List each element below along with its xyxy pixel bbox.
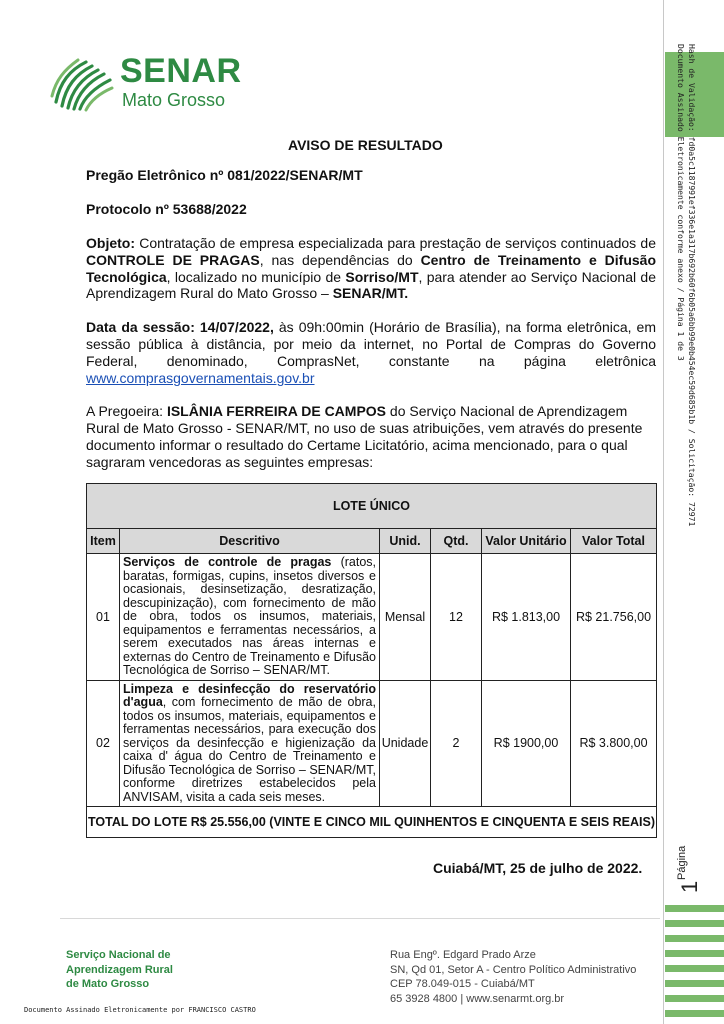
sessao-link-line <box>86 370 656 387</box>
table-row <box>87 554 657 681</box>
compras-link[interactable]: www.comprasgovernamentais.gov.br <box>86 370 315 386</box>
row-description-text: (ratos, baratas, formigas, cupins, insetos diversos e ocasionais, desinsetização, desratização, descupinização), com fornecimento de mão de obra, todos os insumos, materiais, equipamentos e ferramentas necessários, a serem executados nas áreas internas e externas do Centro de Treinamento e Difusão Tecnológica de Sorriso – SENAR/MT. <box>123 555 376 677</box>
row-unid: Mensal <box>380 554 431 681</box>
footer-address-line: CEP 78.049-015 - Cuiabá/MT <box>390 978 535 990</box>
row-valor-unitario: R$ 1.813,00 <box>482 554 571 681</box>
header-valor-unitario: Valor Unitário <box>482 529 571 554</box>
side-stripe <box>665 920 724 927</box>
table-row <box>87 680 657 807</box>
row-valor-total: R$ 3.800,00 <box>571 680 657 807</box>
header-qtd: Qtd. <box>431 529 482 554</box>
validation-hash: Hash de Validação: fd0a5c1187991ef336e1a317b692b60f6b05a6bb99e0b454ec59d685b1b / Solicitação: 72971 <box>687 44 697 527</box>
logo-subtitle: Mato Grosso <box>122 90 226 110</box>
page-label: Página <box>676 845 688 880</box>
objeto-highlight: CONTROLE DE PRAGAS <box>86 251 260 268</box>
pregao-number: Pregão Eletrônico nº 081/2022/SENAR/MT <box>86 167 363 183</box>
pregoeira-name: ISLÂNIA FERREIRA DE CAMPOS <box>166 403 387 419</box>
sessao-paragraph <box>86 319 656 369</box>
signed-notice: Documento Assinado Eletronicamente conforme anexo / Página 1 de 3 <box>676 44 686 361</box>
sessao-label: Data da sessão: 14/07/2022, <box>86 319 274 335</box>
row-qtd: 12 <box>431 554 482 681</box>
row-valor-total: R$ 21.756,00 <box>571 554 657 681</box>
objeto-text: , nas dependências do <box>259 251 421 268</box>
lote-title: LOTE ÚNICO <box>87 484 657 529</box>
logo-name: SENAR <box>120 52 242 90</box>
row-item: 02 <box>87 680 120 807</box>
document-title: AVISO DE RESULTADO <box>288 137 443 153</box>
total-line: TOTAL DO LOTE R$ 25.556,00 (VINTE E CINCO MIL QUINHENTOS E CINQUENTA E SEIS REAIS) <box>87 807 657 838</box>
row-item: 01 <box>87 554 120 681</box>
objeto-label: Objeto: <box>86 235 135 251</box>
side-stripe <box>665 1010 724 1017</box>
pregoeira-paragraph <box>86 403 656 471</box>
side-stripe <box>665 935 724 942</box>
header-unid: Unid. <box>380 529 431 554</box>
footer-address-line: SN, Qd 01, Setor A - Centro Político Administrativo <box>390 963 637 976</box>
objeto-highlight: Sorriso/MT <box>345 268 419 285</box>
side-stripe <box>665 950 724 957</box>
row-valor-unitario: R$ 1900,00 <box>482 680 571 807</box>
footer-org-line: de Mato Grosso <box>66 978 150 990</box>
table-header-row <box>87 529 657 554</box>
electronic-signature-note: Documento Assinado Eletronicamente por FRANCISCO CASTRO <box>24 1006 256 1014</box>
side-stripe <box>665 995 724 1002</box>
protocolo-number: Protocolo nº 53688/2022 <box>86 201 247 217</box>
footer-address-line: Rua Engº. Edgard Prado Arze <box>390 949 536 961</box>
page-number: 1 <box>677 880 702 893</box>
side-stripe <box>665 905 724 912</box>
pregoeira-text: do Serviço Nacional de Aprendizagem Rural de Mato Grosso - SENAR/MT, no uso de suas atribuições, vem através do presente documento informar o resultado do Certame Licitatório, acima mencionado, para o qual sagraram vencedoras as seguintes empresas: <box>86 403 643 470</box>
results-table <box>86 483 657 838</box>
total-row <box>87 807 657 838</box>
margin-divider <box>663 0 664 1024</box>
row-description-title: Serviços de controle de pragas <box>123 555 332 569</box>
footer-divider <box>60 918 660 919</box>
footer-org-line: Aprendizagem Rural <box>66 963 173 976</box>
pregoeira-text: A Pregoeira: <box>86 403 167 419</box>
side-stripe <box>665 980 724 987</box>
objeto-text: , localizado no município de <box>166 268 346 285</box>
row-unid: Unidade <box>380 680 431 807</box>
objeto-paragraph <box>86 235 656 302</box>
footer-address-line: 65 3928 4800 | www.senarmt.org.br <box>390 992 565 1005</box>
objeto-highlight: SENAR/MT. <box>332 285 409 302</box>
row-qtd: 2 <box>431 680 482 807</box>
row-description-title: Limpeza e desinfecção do reservatório d'agua <box>123 681 376 709</box>
row-description-text: , com fornecimento de mão de obra, todos os insumos, materiais, equipamentos e ferramentas necessários, para execução dos serviços da desinfecção e higienização da caixa d' água do Centro de Treinamento e Difusão Tecnológica de Sorriso – SENAR/MT, conforme diretrizes estabelecidos pela ANVISAM, visita a cada seis meses. <box>123 695 376 804</box>
senar-logo-icon <box>50 52 116 112</box>
footer-org <box>66 948 173 992</box>
side-stripe <box>665 965 724 972</box>
row-description <box>120 680 380 807</box>
header-valor-total: Valor Total <box>571 529 657 554</box>
footer-org-line: Serviço Nacional de <box>66 949 171 961</box>
objeto-highlight: Centro de Treinamento e Difusão Tecnológica <box>86 251 656 285</box>
objeto-text: Contratação de empresa especializada para prestação de serviços continuados de <box>135 235 656 251</box>
row-description <box>120 554 380 681</box>
header-item: Item <box>87 529 120 554</box>
header-descritivo: Descritivo <box>120 529 380 554</box>
objeto-text: , para atender ao Serviço Nacional de Aprendizagem Rural do Mato Grosso – <box>86 268 656 302</box>
date-location: Cuiabá/MT, 25 de julho de 2022. <box>433 860 643 876</box>
sessao-text: às 09h:00min (Horário de Brasília), na forma eletrônica, em sessão pública à distância, por meio da internet, no Portal de Compras do Governo Federal, denominado, ComprasNet, constante na página eletrônica <box>86 319 656 369</box>
footer-address <box>390 948 636 1006</box>
validation-stamp <box>675 44 697 526</box>
